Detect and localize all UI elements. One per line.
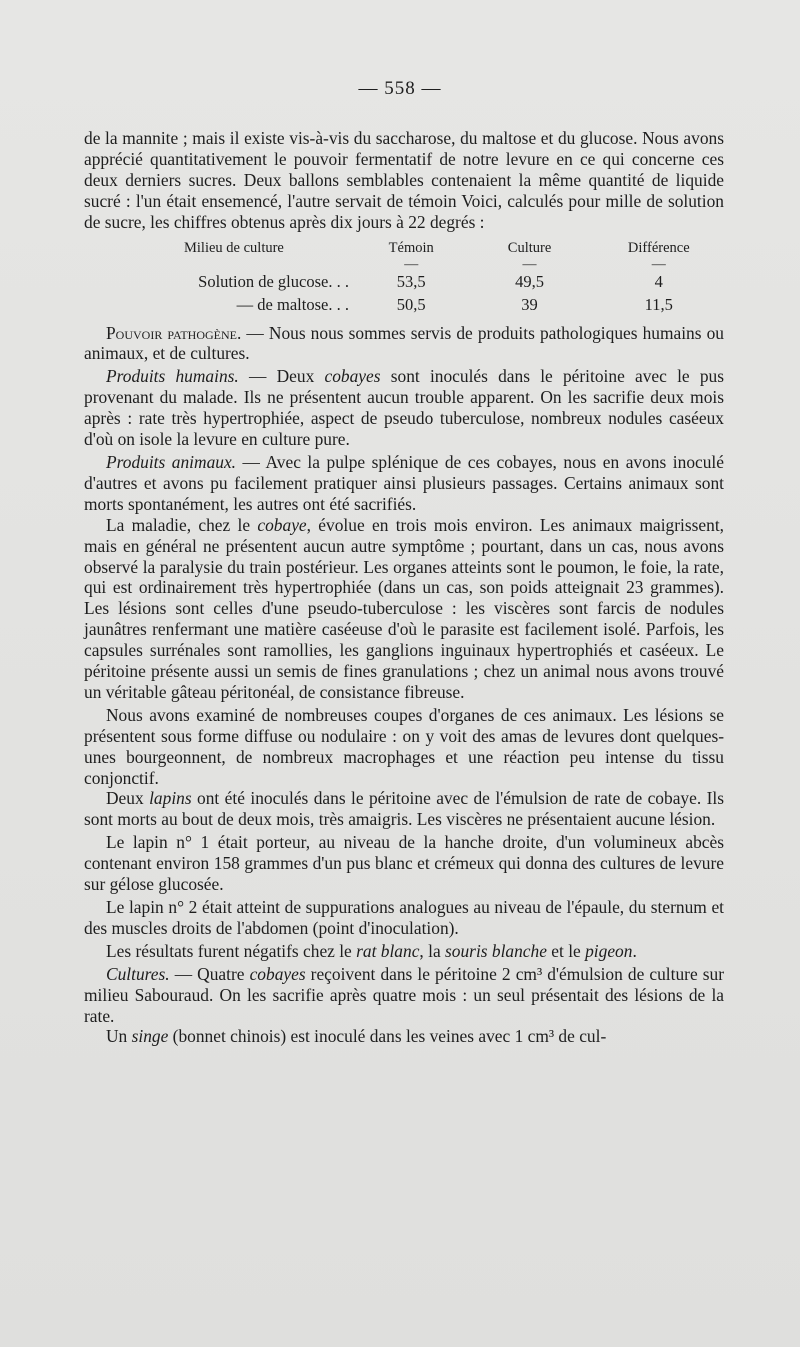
cultures-paragraph	[84, 964, 724, 1027]
table-row	[84, 271, 724, 294]
produits-animaux-heading: Produits animaux.	[106, 451, 237, 472]
pouvoir-heading: Pouvoir pathogène.	[106, 322, 242, 343]
table-row	[84, 294, 724, 317]
header-temoin: Témoin	[388, 239, 434, 256]
text-fragment: , la	[419, 940, 446, 961]
row-milieu: Solution de glucose. . .	[198, 271, 349, 291]
header-culture: Culture	[507, 239, 552, 256]
table-dash-row	[84, 259, 724, 271]
header-difference: Différence	[627, 239, 690, 256]
row-difference: 4	[654, 271, 663, 291]
cultures-heading: Cultures.	[106, 963, 170, 984]
italic-term: cobayes	[324, 366, 381, 387]
text-fragment: Deux	[106, 788, 150, 809]
text-fragment: sont inoculés dans le péritoine avec le pus provenant du malade. Ils ne présentent aucun trouble apparent. On les sacrifie deux mois après : rate très hypertrophiée, aspect de pseudo tuberculose, nombreux nodules caséeux d'où on isole la levure en culture pure.	[84, 366, 724, 450]
text-fragment: reçoivent dans le péritoine 2 cm³ d'émulsion de culture sur milieu Sabouraud. On les sacrifie après quatre mois : un seul présentait des lésions de la rate.	[84, 963, 725, 1026]
text-fragment: Un	[106, 1026, 132, 1047]
italic-term: cobayes	[249, 963, 306, 984]
fermentation-table	[84, 237, 724, 317]
text-fragment: — Quatre	[169, 963, 250, 984]
text-fragment: .	[632, 940, 637, 961]
pouvoir-text: — Nous nous sommes servis de produits pathologiques humains ou animaux, et de cultures.	[84, 322, 724, 364]
text-fragment: — Deux	[238, 366, 325, 387]
italic-term: rat blanc	[356, 940, 420, 961]
italic-term: cobaye	[257, 514, 307, 535]
coupes-paragraph: Nous avons examiné de nombreuses coupes d'organes de ces animaux. Les lésions se présentent sous forme diffuse ou nodulaire : on y voit des amas de levures dont quelques-unes bourgeonnent, de nombreux macrophages et une réaction peu intense du tissu conjonctif.	[84, 704, 724, 788]
intro-paragraph: de la mannite ; mais il existe vis-à-vis du saccharose, du maltose et du glucose. Nous avons apprécié quantitativement le pouvoir fermentatif de notre levure en ce qui concerne ces deux derniers sucres. Deux ballons semblables contenaient la même quantité de liquide sucré : l'un était ensemencé, l'autre servait de témoin Voici, calculés pour mille de solution de sucre, les chiffres obtenus après dix jours à 22 degrés :	[84, 128, 724, 232]
header-milieu: Milieu de culture	[184, 239, 284, 256]
table-header-row	[84, 237, 724, 259]
singe-paragraph	[84, 1026, 724, 1047]
row-temoin: 53,5	[396, 271, 426, 291]
lapin-1-paragraph: Le lapin n° 1 était porteur, au niveau de la hanche droite, d'un volumineux abcès contenant environ 158 grammes d'un pus blanc et crémeux qui donna des cultures de levure sur gélose glucosée.	[84, 832, 724, 895]
produits-humains-paragraph	[84, 366, 724, 450]
row-culture: 49,5	[515, 271, 544, 291]
dash-temoin: —	[404, 256, 419, 272]
dash-difference: —	[651, 256, 666, 272]
italic-term: singe	[131, 1026, 169, 1047]
page-number: — 558 —	[358, 78, 442, 99]
text-fragment: et le	[546, 940, 586, 961]
row-difference: 11,5	[644, 294, 673, 314]
text-fragment: La maladie, chez le	[106, 514, 258, 535]
pouvoir-pathogene-paragraph	[84, 323, 724, 365]
lapin-2-paragraph: Le lapin n° 2 était atteint de suppurations analogues au niveau de l'épaule, du sternum et des muscles droits de l'abdomen (point d'inoculation).	[84, 897, 724, 938]
text-fragment: Les résultats furent négatifs chez le	[106, 940, 357, 961]
produits-animaux-paragraph	[84, 452, 724, 515]
italic-term: lapins	[149, 788, 192, 809]
dash-culture: —	[522, 256, 537, 272]
text-fragment: (bonnet chinois) est inoculé dans les veines avec 1 cm³ de cul-	[168, 1026, 607, 1047]
row-temoin: 50,5	[396, 294, 426, 314]
text-fragment: , évolue en trois mois environ. Les animaux maigrissent, mais en général ne présentent aucun autre symptôme ; pourtant, dans un cas, nous avons observé la paralysie du train postérieur. Les organes atteints sont le poumon, le foie, la rate, qui est ordinairement très hypertrophiée (dans un cas, son poids atteignait 23 grammes). Les lésions sont celles d'une pseudo-tuberculose : les viscères sont farcis de nodules jaunâtres renfermant une matière caséeuse d'où le parasite est facilement isolé. Parfois, les capsules surrénales sont ramollies, les ganglions inguinaux hypertrophiés et caséeux. Le péritoine présente aussi un semis de fines granulations ; chez un animal nous avons trouvé un véritable gâteau péritonéal, de consistance fibreuse.	[84, 514, 724, 702]
resultats-paragraph	[84, 941, 724, 962]
row-milieu: — de maltose. . .	[236, 294, 349, 314]
text-fragment: ont été inoculés dans le péritoine avec de l'émulsion de rate de cobaye. Ils sont morts au bout de deux mois, très amaigris. Les viscères ne présentaient aucune lésion.	[84, 788, 724, 830]
row-culture: 39	[521, 294, 538, 314]
body-text	[84, 128, 724, 1047]
produits-humains-heading: Produits humains.	[106, 366, 239, 387]
text-fragment: — Avec la pulpe splénique de ces cobayes, nous en avons inoculé d'autres et avons pu facilement pratiquer ainsi plusieurs passages. Certains animaux sont morts spontanément, les autres ont été sacrifiés.	[84, 451, 724, 514]
maladie-paragraph	[84, 515, 724, 703]
italic-term: souris blanche	[445, 940, 547, 961]
lapins-paragraph	[84, 788, 724, 830]
italic-term: pigeon	[585, 940, 633, 961]
